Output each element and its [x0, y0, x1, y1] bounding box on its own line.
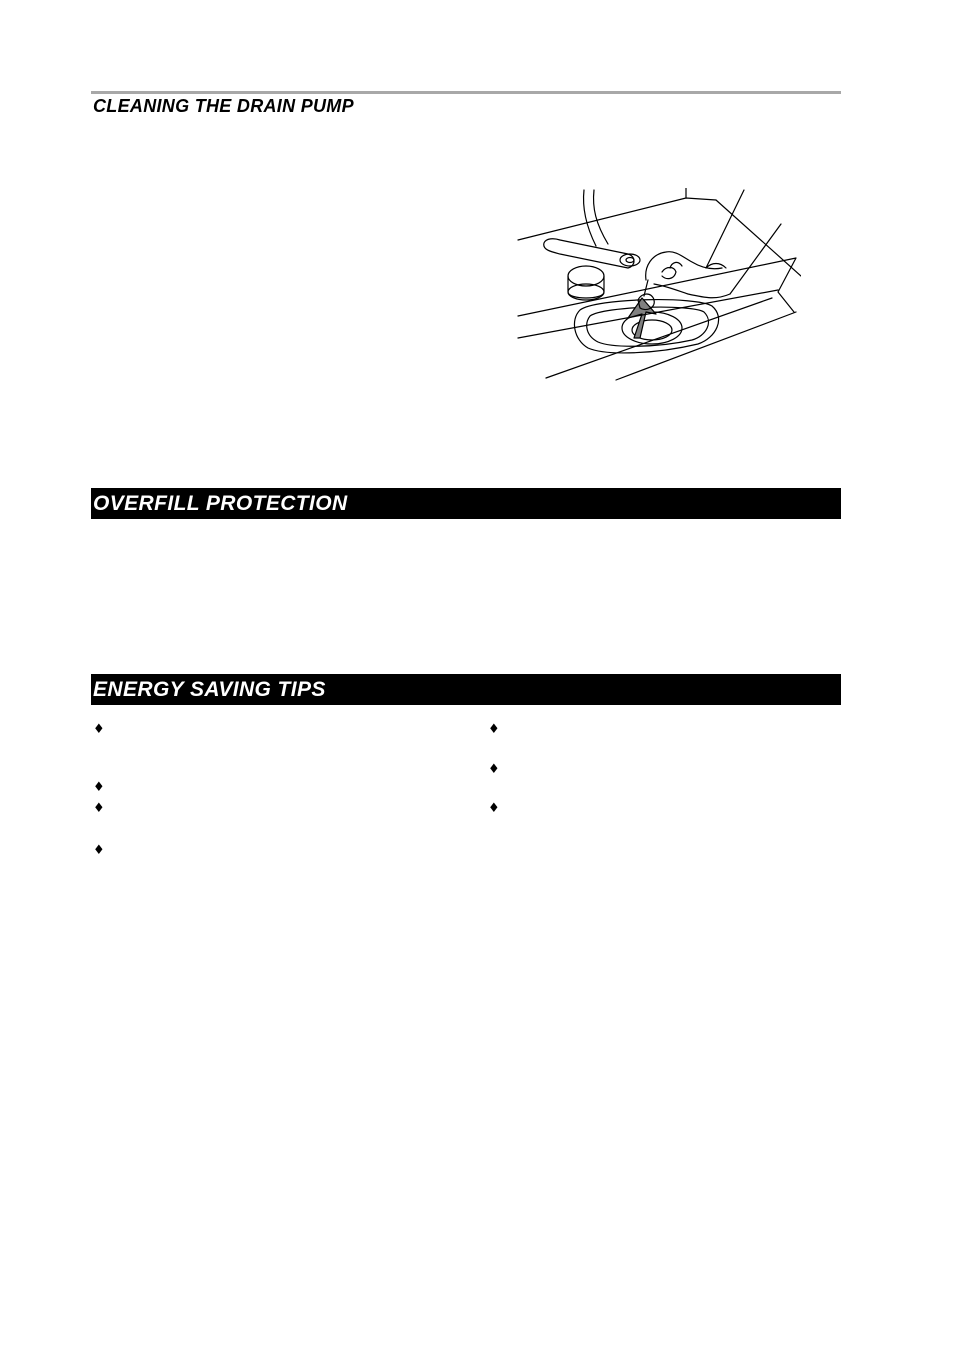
- heading-energy-saving-tips: ENERGY SAVING TIPS: [91, 674, 841, 705]
- bullet-icon: ♦: [93, 801, 105, 816]
- heading-overfill-protection: OVERFILL PROTECTION: [91, 488, 841, 519]
- drain-pump-illustration: [516, 188, 801, 388]
- bullet-icon: ♦: [488, 722, 500, 737]
- bullet-icon: ♦: [488, 801, 500, 816]
- bullet-icon: ♦: [488, 762, 500, 777]
- bullet-icon: ♦: [93, 722, 105, 737]
- bullet-icon: ♦: [93, 843, 105, 858]
- top-rule: [91, 91, 841, 94]
- section-title: CLEANING THE DRAIN PUMP: [93, 96, 354, 116]
- bullet-icon: ♦: [93, 780, 105, 795]
